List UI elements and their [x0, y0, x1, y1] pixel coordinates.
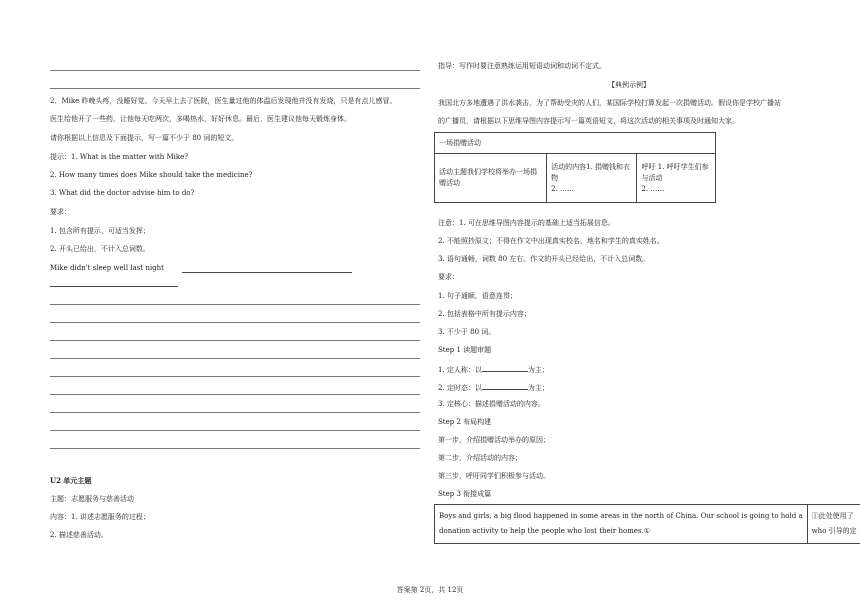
unit-heading: U2 单元主题	[50, 476, 92, 485]
writing-line	[50, 322, 420, 323]
step-1-person	[438, 364, 549, 375]
instruction: 请你根据以上信息及下面提示，写一篇不少于 80 词的短文。	[50, 134, 239, 142]
note-3: 3. 语句通畅，词数 80 左右。作文的开头已经给出，不计入总词数。	[438, 255, 650, 263]
blank-tense[interactable]	[482, 382, 528, 390]
mind-map-table	[434, 132, 716, 203]
answer-line[interactable]	[182, 272, 352, 273]
requirement-2: 2. 包括表格中所有提示内容；	[438, 310, 531, 318]
question-2-text: 2．Mike 昨晚头疼，没睡好觉。今天早上去了医院，医生量过他的体温后发现他并没有发烧，只是有点儿感冒。	[50, 97, 397, 105]
step-1-tense-end: 为主；	[527, 384, 549, 392]
requirement-2: 2. 开头已给出，不计入总词数。	[50, 245, 150, 253]
step-2-a: 第一步，介绍捐赠活动举办的原因；	[438, 436, 550, 444]
example-note-1: ①此处使用了	[811, 512, 854, 520]
writing-line	[50, 448, 420, 449]
writing-line	[50, 340, 420, 341]
mind-map-head: 一场捐赠活动	[435, 133, 716, 154]
step-1-tense-label: 2. 定时态：以	[438, 384, 482, 392]
requirement-label: 要求：	[438, 273, 459, 281]
example-passage	[435, 505, 808, 544]
step-1-person-label: 1. 定人称：以	[438, 366, 482, 374]
hint-3: 3. What did the doctor advise him to do?	[50, 189, 195, 197]
blank-person[interactable]	[482, 364, 528, 372]
writing-line	[50, 358, 420, 359]
writing-line	[50, 70, 420, 71]
writing-line	[50, 376, 420, 377]
requirement-3: 3. 不少于 80 词。	[438, 328, 496, 336]
writing-line	[50, 412, 420, 413]
hint-2: 2. How many times does Mike should take the medicine?	[50, 171, 253, 179]
writing-line	[50, 88, 420, 89]
unit-content-1: 内容：1. 讲述志愿服务的过程；	[50, 513, 150, 521]
step-3: Step 3 衔接成篇	[438, 490, 492, 498]
question-2-text-cont: 医生给他开了一些药，让他每天吃两次，多喝热水，好好休息。最后，医生建议他每天锻炼身体。	[50, 115, 351, 123]
prompt-paragraph-2: 的广播员，请根据以下思维导图内容提示写一篇英语短文，将这次活动的相关事项及时通知大家。	[438, 117, 739, 125]
step-1-tense	[438, 382, 549, 393]
answer-line[interactable]	[50, 286, 178, 287]
step-2-c: 第三步，呼吁同学们积极参与活动。	[438, 472, 550, 480]
requirement-label: 要求：	[50, 208, 71, 216]
mind-map-call-2: 2. ……	[641, 184, 665, 193]
step-1-person-end: 为主；	[527, 366, 549, 374]
mind-map-content-2: 2. ……	[551, 184, 575, 193]
hint-1: 提示：1. What is the matter with Mike?	[50, 153, 189, 161]
mind-map-call-1: 呼吁 1. 呼吁学生们参与活动	[641, 162, 709, 182]
step-2: Step 2 布局构建	[438, 418, 492, 426]
note-2: 2. 不能照抄原文；不得在作文中出现真实校名、地名和学生的真实姓名。	[438, 237, 664, 245]
writing-line	[50, 430, 420, 431]
example-title: 【典例示例】	[608, 81, 650, 89]
unit-theme: 主题：志愿服务与慈善活动	[50, 495, 134, 503]
mind-map-theme: 活动主题我们学校将举办一场捐赠活动	[435, 154, 547, 203]
step-1: Step 1 读题审题	[438, 346, 492, 354]
requirement-1: 1. 包含所有提示，可适当发挥；	[50, 227, 150, 235]
example-line-1: Boys and girls, a big flood happened in some areas in the north of China. Our school is going to hold a	[439, 512, 803, 520]
example-line-2: donation activity to help the people who lost their homes.①	[439, 527, 651, 535]
example-note	[807, 505, 860, 544]
step-2-b: 第二步，介绍活动的内容；	[438, 454, 522, 462]
note-1: 注意：1. 可在思维导图内容提示的基础上适当拓展信息。	[438, 219, 615, 227]
example-note-2: who 引导的定	[811, 527, 857, 535]
unit-content-2: 2. 描述慈善活动。	[50, 531, 108, 539]
mind-map-content	[547, 154, 637, 203]
mind-map-call	[637, 154, 716, 203]
writing-guide: 指导：写作时要注意熟练运用短语动词和动词不定式。	[438, 62, 606, 70]
writing-line	[50, 394, 420, 395]
prompt-paragraph-1: 我国北方多地遭遇了洪水袭击，为了帮助受灾的人们，某国际学校打算发起一次捐赠活动。假设你是学校广播站	[438, 99, 781, 107]
example-table	[434, 504, 860, 544]
step-1-core: 3. 定核心：描述捐赠活动的内容。	[438, 400, 545, 408]
writing-line	[50, 304, 420, 305]
essay-start: Mike didn't sleep well last night	[50, 264, 164, 272]
page-footer: 答案第 2页，共 12页	[396, 586, 464, 594]
requirement-1: 1. 句子通顺，语意连贯；	[438, 292, 517, 300]
mind-map-content-1: 活动的内容1. 捐赠钱和衣物	[551, 162, 631, 182]
